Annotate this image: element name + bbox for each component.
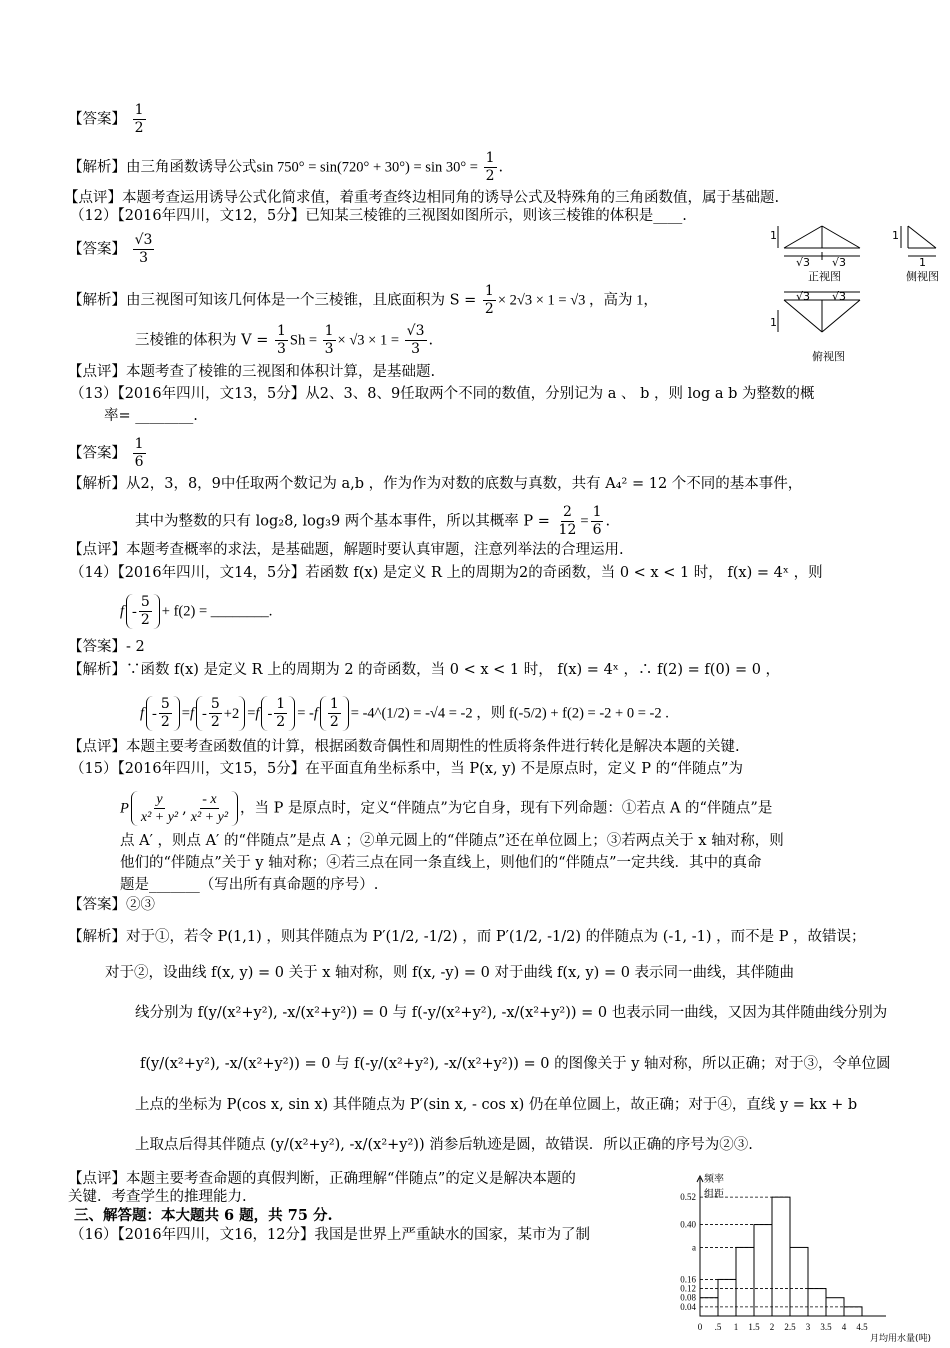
- x-tick-label: 0: [697, 1322, 703, 1332]
- q15-analysis-2: 对于②，设曲线 f(x, y) = 0 关于 x 轴对称，则 f(x, -y) = 0 对于曲线 f(x, y) = 0 表示同一曲线，其伴随曲: [105, 965, 795, 981]
- front-view-caption: 正视图: [808, 270, 841, 283]
- x-tick-label: 1.5: [748, 1322, 760, 1332]
- q15-answer: 【答案】②③: [68, 897, 155, 913]
- side-view-caption: 侧视图: [906, 270, 939, 283]
- x-tick-label: 1: [733, 1322, 739, 1332]
- front-height-label: 1: [770, 229, 777, 242]
- histogram-ylabel-top: 频率: [704, 1174, 724, 1185]
- histogram-ylabel-bottom: 组距: [704, 1189, 724, 1200]
- top-width-label-1: √3: [796, 290, 811, 303]
- front-width-label-1: √3: [796, 256, 811, 269]
- q14-comment: 【点评】本题主要考查函数值的计算，根据函数奇偶性和周期性的性质将条件进行转化是解决本题的关键.: [68, 739, 740, 755]
- histogram-bar: [844, 1307, 862, 1316]
- histogram-bar: [808, 1289, 826, 1316]
- top-height-label: 1: [770, 316, 777, 329]
- q13-answer: 【答案】 $\frac{1}{6}$: [68, 436, 144, 470]
- x-tick-label: 4: [841, 1322, 847, 1332]
- q13-stem-2: 率= ________.: [104, 408, 198, 424]
- q15-stem-1: （15）【2016年四川，文15，5分】在平面直角坐标系中，当 P(x, y) 不是原点时，定义 P 的“伴随点”为: [70, 761, 743, 777]
- side-width-label: 1: [919, 256, 926, 269]
- y-tick-label: 0.04: [680, 1301, 696, 1312]
- q12-stem: （12）【2016年四川，文12，5分】已知某三棱锥的三视图如图所示，则该三棱锥的体积是____.: [70, 208, 687, 224]
- x-tick-label: .5: [714, 1322, 722, 1332]
- three-view-figure: [768, 212, 948, 372]
- q11-comment: 【点评】本题考查运用诱导公式化简求值，着重考查终边相同角的诱导公式及特殊角的三角函数值，属于基础题.: [64, 190, 780, 206]
- q15-analysis-5: 上点的坐标为 P(cos x, sin x) 其伴随点为 P′(sin x, - cos x) 仍在单位圆上，故正确；对于④，直线 y = kx + b: [135, 1097, 858, 1113]
- q15-analysis-3: 线分别为 f(y/(x²+y²), -x/(x²+y²)) = 0 与 f(-y/(x²+y²), -x/(x²+y²)) = 0 也表示同一曲线，又因为其伴随曲线分别为: [135, 1005, 888, 1021]
- y-tick-label: 0.40: [680, 1219, 696, 1230]
- q16-stem: （16）【2016年四川，文16，12分】我国是世界上严重缺水的国家，某市为了制: [70, 1227, 591, 1243]
- q12-analysis-1: 【解析】由三视图可知该几何体是一个三棱锥，且底面积为 S = $\frac{1}{2}$ × 2√3 × 1 = √3 ，高为 1，: [68, 283, 658, 317]
- q13-comment: 【点评】本题考查概率的求法，是基础题，解题时要认真审题，注意列举法的合理运用.: [68, 542, 624, 558]
- x-tick-label: 4.5: [856, 1322, 868, 1332]
- answer-label: 【答案】: [68, 111, 126, 128]
- q14-analysis-1: 【解析】∵函数 f(x) 是定义 R 上的周期为 2 的奇函数，当 0 < x < 1 时， f(x) = 4ˣ ，∴ f(2) = f(0) = 0 ，: [68, 662, 781, 678]
- q15-analysis-4: f(y/(x²+y²), -x/(x²+y²)) = 0 与 f(-y/(x²+y²), -x/(x²+y²)) = 0 的图像关于 y 轴对称，所以正确；对于③，令单位圆: [140, 1056, 891, 1072]
- q11-answer: [68, 102, 888, 137]
- q15-stem-3: 点 A′ ，则点 A′ 的“伴随点”是点 A ；②单元圆上的“伴随点”还在单位圆上；③若两点关于 x 轴对称，则: [120, 833, 784, 849]
- histogram-bar: [754, 1225, 772, 1316]
- x-tick-label: 3: [805, 1322, 811, 1332]
- histogram-bar: [790, 1247, 808, 1316]
- q13-analysis-2: 其中为整数的只有 log₂8, log₃9 两个基本事件，所以其概率 P = $\frac{2}{12}$ = $\frac{1}{6}$ .: [135, 504, 611, 538]
- section-three-heading: 三、解答题：本大题共 6 题，共 75 分.: [74, 1207, 333, 1224]
- top-width-label-2: √3: [832, 290, 847, 303]
- q15-comment-2: 关键．考查学生的推理能力.: [68, 1189, 247, 1205]
- histogram-bar: [736, 1247, 754, 1316]
- x-tick-label: 3.5: [820, 1322, 832, 1332]
- q14-analysis-2: f - $\frac{5}{2}$ =f - $\frac{5}{2}$ +2 =f - $\frac{1}{2}$ = -f $\frac{1}{2}$ = -4^(1/2) = -√4 = -2 ，则 f(-5/2) + f(2) = -2 + 0 = -2 .: [140, 696, 669, 730]
- q12-comment: 【点评】本题考查了棱锥的三视图和体积计算，是基础题.: [68, 364, 436, 380]
- q12-answer: 【答案】 $\frac{√3}{3}$: [68, 232, 153, 266]
- x-tick-label: 2: [769, 1322, 775, 1332]
- q15-analysis-1: 【解析】对于①，若令 P(1,1) ，则其伴随点为 P′(1/2, -1/2) ，而 P′(1/2, -1/2) 的伴随点为 (-1, -1) ，而不是 P ，故错误；: [68, 929, 866, 945]
- y-tick-label: a: [692, 1242, 696, 1253]
- q14-answer: 【答案】- 2: [68, 639, 145, 655]
- y-tick-label: 0.12: [680, 1283, 696, 1294]
- x-tick-label: 2.5: [784, 1322, 796, 1332]
- q13-analysis-1: 【解析】从2，3，8，9中任取两个数记为 a,b ，作为作为对数的底数与真数，共有 A₄² = 12 个不同的基本事件，: [68, 476, 803, 492]
- y-tick-label: 0.52: [680, 1192, 696, 1203]
- side-height-label: 1: [892, 229, 899, 242]
- answer-fraction: $\frac{1}{2}$: [134, 102, 144, 136]
- histogram-bar: [718, 1279, 736, 1316]
- top-view-caption: 俯视图: [812, 350, 845, 363]
- q15-stem-5: 题是_______（写出所有真命题的序号）.: [120, 877, 379, 893]
- histogram-xlabel: 月均用水量(吨): [870, 1334, 932, 1344]
- y-tick-label: 0.08: [680, 1292, 696, 1303]
- q14-stem-2: f - $\frac{5}{2}$ + f(2) = ________.: [120, 594, 273, 628]
- histogram-chart: [672, 1168, 944, 1344]
- q15-stem-2: P $\frac{y}{\text{x² + y²}}$ , $\frac{- x}{\text{x² + y²}}$ ，当 P 是原点时，定义“伴随点”为它自身，现有下列命题：①若点 A 的“伴随点”是: [120, 792, 773, 825]
- q11-analysis: 【解析】由三角函数诱导公式sin 750° = sin(720° + 30°) = sin 30° = $\frac{1}{2}$ .: [68, 150, 504, 184]
- histogram-bar: [772, 1197, 790, 1316]
- q15-stem-4: 他们的“伴随点”关于 y 轴对称；④若三点在同一条直线上，则他们的“伴随点”一定共线．其中的真命: [120, 855, 762, 871]
- q13-stem-1: （13）【2016年四川，文13，5分】从2、3、8、9任取两个不同的数值，分别记为 a 、 b ，则 log a b 为整数的概: [70, 386, 815, 402]
- y-tick-label: 0.16: [680, 1274, 696, 1285]
- q15-analysis-6: 上取点后得其伴随点 (y/(x²+y²), -x/(x²+y²)) 消参后轨迹是圆，故错误．所以正确的序号为②③.: [135, 1137, 753, 1153]
- q15-comment-1: 【点评】本题主要考查命题的真假判断，正确理解“伴随点”的定义是解决本题的: [68, 1171, 576, 1187]
- q14-stem-1: （14）【2016年四川，文14，5分】若函数 f(x) 是定义 R 上的周期为2的奇函数，当 0 < x < 1 时， f(x) = 4ˣ ，则: [70, 565, 823, 581]
- three-view-drawing: [768, 212, 948, 372]
- front-width-label-2: √3: [832, 256, 847, 269]
- q12-analysis-2: 三棱锥的体积为 V = $\frac{1}{3}$ Sh = $\frac{1}{3}$ × √3 × 1 = $\frac{√3}{3}$ .: [135, 323, 434, 357]
